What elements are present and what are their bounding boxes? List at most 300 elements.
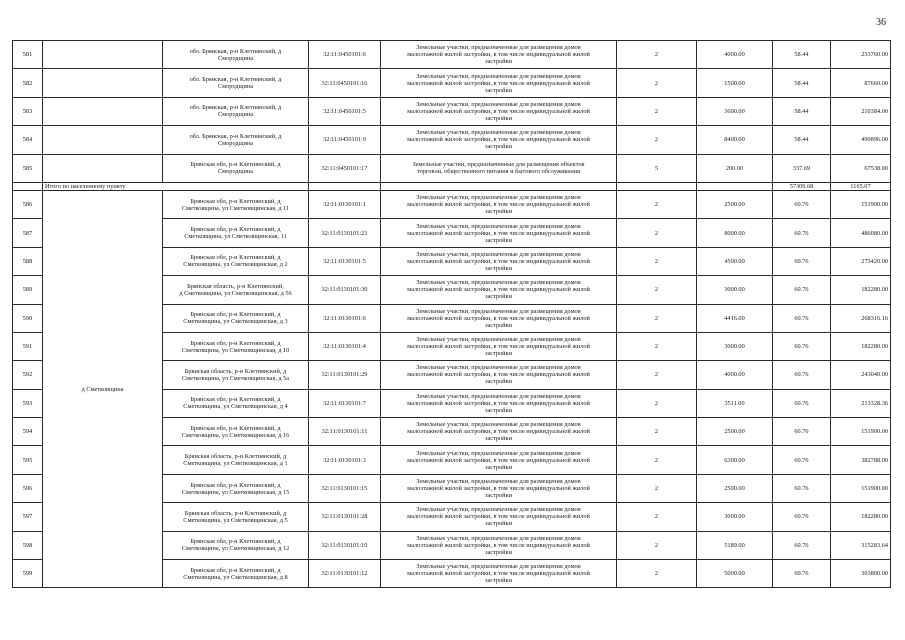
specific-value bbox=[773, 503, 831, 531]
specific-value-text: 60.76 bbox=[794, 286, 809, 294]
land-use-description bbox=[381, 304, 617, 332]
cadastral-value-text: 490896.00 bbox=[861, 136, 888, 144]
land-use-description-text: застройки bbox=[484, 463, 512, 471]
cadastral-number bbox=[309, 154, 381, 182]
group-number bbox=[617, 219, 697, 247]
cadastral-value-table bbox=[12, 40, 891, 588]
address bbox=[163, 361, 309, 389]
cadastral-number-text: 32:11:0450101:17 bbox=[321, 164, 368, 172]
cadastral-number bbox=[309, 332, 381, 360]
cadastral-number bbox=[309, 69, 381, 97]
specific-value-text: 60.76 bbox=[794, 428, 809, 436]
specific-value-text: 337.69 bbox=[792, 164, 811, 172]
cadastral-number bbox=[309, 126, 381, 154]
cadastral-value bbox=[831, 97, 891, 125]
area-text: 1500.00 bbox=[724, 79, 745, 87]
locality-cell bbox=[43, 154, 163, 182]
row-number-text: 584 bbox=[22, 136, 33, 144]
land-use-description-text: Земельные участки, предназначенные для размещения домов bbox=[416, 449, 581, 457]
cadastral-value bbox=[831, 418, 891, 446]
address bbox=[163, 97, 309, 125]
group-number-text: 2 bbox=[654, 79, 659, 87]
specific-value bbox=[773, 69, 831, 97]
specific-value-text: 60.76 bbox=[794, 541, 809, 549]
cadastral-value bbox=[831, 304, 891, 332]
row-number-text: 591 bbox=[22, 343, 33, 351]
land-use-description-text: застройки bbox=[484, 143, 512, 151]
land-use-description-text: Земельные участки, предназначенные для размещения домов bbox=[416, 100, 581, 108]
land-use-description-text: Земельные участки, предназначенные для размещения объектов bbox=[412, 161, 585, 169]
group-number bbox=[617, 446, 697, 474]
area bbox=[697, 97, 773, 125]
cadastral-value-text: 213328.36 bbox=[861, 399, 888, 407]
cadastral-number bbox=[309, 361, 381, 389]
area-text: 5189.00 bbox=[724, 541, 745, 549]
group-number bbox=[617, 474, 697, 502]
group-number bbox=[617, 361, 697, 389]
area bbox=[697, 389, 773, 417]
land-use-description bbox=[381, 247, 617, 275]
address bbox=[163, 446, 309, 474]
cadastral-value-text: 303800.00 bbox=[861, 570, 888, 578]
address-text: Смородщина bbox=[217, 168, 254, 176]
cadastral-number bbox=[309, 247, 381, 275]
specific-value bbox=[773, 531, 831, 559]
land-use-description bbox=[381, 560, 617, 588]
group-number-text: 2 bbox=[654, 456, 659, 464]
address-text: Сметковщина, ул Сметковщинская, д 11 bbox=[181, 204, 290, 212]
cadastral-value bbox=[831, 126, 891, 154]
group-number bbox=[617, 276, 697, 304]
land-use-description-text: торговли, общественного питания и бытового обслуживания bbox=[417, 168, 580, 176]
cadastral-value bbox=[831, 560, 891, 588]
land-use-description bbox=[381, 41, 617, 69]
group-number-text: 2 bbox=[654, 371, 659, 379]
cadastral-number-text: 32:11:0130101:10 bbox=[321, 541, 368, 549]
total-empty bbox=[13, 182, 43, 190]
specific-value bbox=[773, 154, 831, 182]
cadastral-number-text: 32:11:0130101:6 bbox=[323, 314, 366, 322]
area-text: 200.00 bbox=[725, 164, 744, 172]
group-number-text: 2 bbox=[654, 541, 659, 549]
cadastral-value bbox=[831, 389, 891, 417]
land-use-description bbox=[381, 503, 617, 531]
area-text: 4000.00 bbox=[724, 371, 745, 379]
row-number bbox=[13, 503, 43, 531]
cadastral-number bbox=[309, 304, 381, 332]
group-number-text: 5 bbox=[654, 164, 659, 172]
address-text: Смородщина bbox=[217, 54, 254, 62]
total-empty bbox=[697, 182, 773, 190]
table-body bbox=[13, 41, 891, 588]
land-use-description bbox=[381, 276, 617, 304]
address-text: Сметковщина, ул Сметковщинская, д 5 bbox=[183, 516, 288, 524]
row-number-text: 594 bbox=[22, 428, 33, 436]
specific-value bbox=[773, 276, 831, 304]
land-use-description bbox=[381, 389, 617, 417]
cadastral-number bbox=[309, 531, 381, 559]
address bbox=[163, 474, 309, 502]
cadastral-value-text: 182280.00 bbox=[861, 286, 888, 294]
row-number bbox=[13, 154, 43, 182]
total-area bbox=[773, 182, 831, 190]
land-use-description-text: малоэтажной жилой застройки, в том числе индивидуальной жилой bbox=[407, 51, 590, 59]
specific-value bbox=[773, 219, 831, 247]
area-text: 3511.00 bbox=[724, 399, 745, 407]
address-text: Брянская обл, р-н Клетнянский, д bbox=[190, 161, 281, 169]
cadastral-value-text: 273420.00 bbox=[861, 257, 888, 265]
cadastral-value-text: 151900.00 bbox=[861, 201, 888, 209]
address-text: Брянская обл, р-н Клетнянский, д bbox=[190, 311, 281, 319]
land-use-description-text: Земельные участки, предназначенные для размещения домов bbox=[416, 250, 581, 258]
row-number-text: 590 bbox=[22, 314, 33, 322]
area-text: 2500.00 bbox=[724, 485, 745, 493]
address-text: Сметковщина, ул Сметковщинская, д 5а bbox=[181, 374, 290, 382]
specific-value-text: 58.44 bbox=[794, 51, 809, 59]
group-number-text: 2 bbox=[654, 51, 659, 59]
row-number bbox=[13, 361, 43, 389]
area-text: 2500.00 bbox=[724, 428, 745, 436]
address bbox=[163, 41, 309, 69]
total-specific-value bbox=[831, 182, 891, 190]
group-number bbox=[617, 304, 697, 332]
cadastral-value-text: 315283.64 bbox=[861, 541, 888, 549]
locality-cell bbox=[43, 69, 163, 97]
cadastral-number bbox=[309, 41, 381, 69]
area bbox=[697, 304, 773, 332]
land-use-description-text: Земельные участки, предназначенные для размещения домов bbox=[416, 279, 581, 287]
address bbox=[163, 503, 309, 531]
address bbox=[163, 332, 309, 360]
address-text: обл. Брянская, р-н Клетнянский, д bbox=[189, 132, 282, 140]
cadastral-number-text: 32:11:0130101:23 bbox=[321, 229, 368, 237]
address-text: Сметковщина, ул Сметковщинская, д 3 bbox=[183, 318, 288, 326]
area-text: 8000.00 bbox=[724, 229, 745, 237]
specific-value-text: 60.76 bbox=[794, 513, 809, 521]
land-use-description bbox=[381, 531, 617, 559]
row-number-text: 593 bbox=[22, 399, 33, 407]
area bbox=[697, 361, 773, 389]
locality-cell bbox=[43, 97, 163, 125]
area bbox=[697, 418, 773, 446]
cadastral-value-text: 151900.00 bbox=[861, 428, 888, 436]
address-text: Брянская обл, р-н Клетнянский, д bbox=[190, 254, 281, 262]
area bbox=[697, 219, 773, 247]
address-text: Сметковщина, ул Сметковщинская, д 15 bbox=[181, 488, 290, 496]
area bbox=[697, 276, 773, 304]
address-text: Брянская обл, р-н Клетнянский, д bbox=[190, 396, 281, 404]
land-use-description-text: Земельные участки, предназначенные для размещения домов bbox=[416, 478, 581, 486]
address-text: Брянская область, р-н Клетнянский, д bbox=[184, 367, 287, 375]
specific-value bbox=[773, 389, 831, 417]
group-number bbox=[617, 126, 697, 154]
land-use-description-text: малоэтажной жилой застройки, в том числе индивидуальной жилой bbox=[407, 371, 590, 379]
land-use-description-text: Земельные участки, предназначенные для размещения домов bbox=[416, 506, 581, 514]
cadastral-value-text: 210384.00 bbox=[861, 107, 888, 115]
cadastral-value-text: 67538.00 bbox=[864, 164, 888, 172]
address-text: Брянская обл, р-н Клетнянский, д bbox=[190, 226, 281, 234]
row-number bbox=[13, 190, 43, 218]
cadastral-number-text: 32:11:0450101:5 bbox=[323, 107, 366, 115]
row-number-text: 592 bbox=[22, 371, 33, 379]
land-use-description-text: застройки bbox=[484, 293, 512, 301]
land-use-description bbox=[381, 418, 617, 446]
specific-value-text: 58.44 bbox=[794, 136, 809, 144]
group-number bbox=[617, 69, 697, 97]
land-use-description-text: малоэтажной жилой застройки, в том числе индивидуальной жилой bbox=[407, 456, 590, 464]
specific-value bbox=[773, 361, 831, 389]
address bbox=[163, 560, 309, 588]
address-text: Сметковщина, ул Сметковщинская, д 10 bbox=[181, 346, 290, 354]
land-use-description-text: застройки bbox=[484, 492, 512, 500]
locality-name-text: д Сметковщина bbox=[81, 385, 124, 393]
specific-value-text: 60.76 bbox=[794, 485, 809, 493]
land-use-description bbox=[381, 190, 617, 218]
land-use-description-text: Земельные участки, предназначенные для размещения домов bbox=[416, 563, 581, 571]
address-text: обл. Брянская, р-н Клетнянский, д bbox=[189, 47, 282, 55]
specific-value-text: 60.76 bbox=[794, 570, 809, 578]
cadastral-value bbox=[831, 219, 891, 247]
area bbox=[697, 531, 773, 559]
land-use-description-text: малоэтажной жилой застройки, в том числе индивидуальной жилой bbox=[407, 79, 590, 87]
group-number bbox=[617, 41, 697, 69]
group-number bbox=[617, 503, 697, 531]
area bbox=[697, 247, 773, 275]
cadastral-value-text: 243040.00 bbox=[861, 371, 888, 379]
address-text: Брянская обл, р-н Клетнянский, д bbox=[190, 566, 281, 574]
row-number-text: 589 bbox=[22, 286, 33, 294]
land-use-description-text: Земельные участки, предназначенные для размещения домов bbox=[416, 44, 581, 52]
specific-value-text: 60.76 bbox=[794, 456, 809, 464]
address-text: Брянская обл, р-н Клетнянский, д bbox=[190, 424, 281, 432]
cadastral-value-text: 182280.00 bbox=[861, 513, 888, 521]
address-text: Брянская область, р-н Клетнянский, д bbox=[184, 509, 287, 517]
land-use-description-text: малоэтажной жилой застройки, в том числе индивидуальной жилой bbox=[407, 428, 590, 436]
cadastral-number-text: 32:11:0130101:30 bbox=[321, 286, 368, 294]
area-text: 8400.00 bbox=[724, 136, 745, 144]
group-number-text: 2 bbox=[654, 286, 659, 294]
group-number bbox=[617, 560, 697, 588]
specific-value-text: 60.76 bbox=[794, 371, 809, 379]
area-text: 4000.00 bbox=[724, 51, 745, 59]
land-use-description bbox=[381, 219, 617, 247]
table-row bbox=[13, 41, 891, 69]
row-number bbox=[13, 446, 43, 474]
row-number-text: 598 bbox=[22, 541, 33, 549]
group-number-text: 2 bbox=[654, 257, 659, 265]
specific-value-text: 60.76 bbox=[794, 399, 809, 407]
cadastral-value-text: 382788.00 bbox=[861, 456, 888, 464]
row-number-text: 587 bbox=[22, 229, 33, 237]
cadastral-number bbox=[309, 560, 381, 588]
address-text: Брянская обл, р-н Клетнянский, д bbox=[190, 339, 281, 347]
specific-value-text: 60.76 bbox=[794, 314, 809, 322]
land-use-description-text: малоэтажной жилой застройки, в том числе индивидуальной жилой bbox=[407, 257, 590, 265]
specific-value-text: 60.76 bbox=[794, 343, 809, 351]
group-number bbox=[617, 190, 697, 218]
cadastral-value bbox=[831, 276, 891, 304]
cadastral-value-text: 486080.00 bbox=[861, 229, 888, 237]
cadastral-value bbox=[831, 247, 891, 275]
land-use-description-text: застройки bbox=[484, 208, 512, 216]
cadastral-number-text: 32:11:0130101:29 bbox=[321, 371, 368, 379]
address-text: Сметковщина, ул Сметковщинская, д 8 bbox=[183, 573, 288, 581]
address bbox=[163, 389, 309, 417]
land-use-description-text: Земельные участки, предназначенные для размещения домов bbox=[416, 534, 581, 542]
specific-value bbox=[773, 446, 831, 474]
specific-value bbox=[773, 97, 831, 125]
specific-value bbox=[773, 418, 831, 446]
land-use-description-text: Земельные участки, предназначенные для размещения домов bbox=[416, 129, 581, 137]
land-use-description-text: малоэтажной жилой застройки, в том числе индивидуальной жилой bbox=[407, 136, 590, 144]
address bbox=[163, 531, 309, 559]
address-text: Сметковщина, ул Сметковщинская, д 4 bbox=[183, 403, 288, 411]
table-row bbox=[13, 154, 891, 182]
land-use-description-text: Земельные участки, предназначенные для размещения домов bbox=[416, 392, 581, 400]
land-use-description-text: малоэтажной жилой застройки, в том числе индивидуальной жилой bbox=[407, 286, 590, 294]
locality-name bbox=[43, 190, 163, 587]
cadastral-number-text: 32:11:0130101:28 bbox=[321, 513, 368, 521]
total-empty bbox=[309, 182, 381, 190]
cadastral-value bbox=[831, 41, 891, 69]
cadastral-value bbox=[831, 446, 891, 474]
area bbox=[697, 126, 773, 154]
land-use-description-text: малоэтажной жилой застройки, в том числе индивидуальной жилой bbox=[407, 399, 590, 407]
cadastral-number-text: 32:11:0130101:12 bbox=[321, 570, 368, 578]
row-number bbox=[13, 276, 43, 304]
row-number bbox=[13, 41, 43, 69]
land-use-description-text: малоэтажной жилой застройки, в том числе индивидуальной жилой bbox=[407, 485, 590, 493]
cadastral-number-text: 32:11:0450101:6 bbox=[323, 51, 366, 59]
specific-value bbox=[773, 126, 831, 154]
land-use-description bbox=[381, 361, 617, 389]
address-text: Брянская область, р-н Клетнянский, bbox=[187, 282, 284, 290]
cadastral-number-text: 32:11:0130101:7 bbox=[323, 399, 366, 407]
address-text: Брянская обл, р-н Клетнянский, д bbox=[190, 538, 281, 546]
row-number-text: 581 bbox=[22, 51, 33, 59]
row-number bbox=[13, 126, 43, 154]
specific-value-text: 58.44 bbox=[794, 79, 809, 87]
total-label bbox=[43, 182, 309, 190]
cadastral-value-text: 87660.00 bbox=[864, 79, 888, 87]
land-use-description-text: малоэтажной жилой застройки, в том числе индивидуальной жилой bbox=[407, 201, 590, 209]
address bbox=[163, 126, 309, 154]
group-number-text: 2 bbox=[654, 399, 659, 407]
specific-value-text: 60.76 bbox=[794, 201, 809, 209]
cadastral-number-text: 32:11:0450101:16 bbox=[321, 79, 368, 87]
table-row bbox=[13, 126, 891, 154]
group-number-text: 2 bbox=[654, 428, 659, 436]
area bbox=[697, 190, 773, 218]
row-number bbox=[13, 560, 43, 588]
total-specific-value-text: 1165.07 bbox=[850, 182, 871, 190]
land-use-description-text: застройки bbox=[484, 114, 512, 122]
group-number-text: 2 bbox=[654, 136, 659, 144]
land-use-description-text: застройки bbox=[484, 321, 512, 329]
land-use-description-text: малоэтажной жилой застройки, в том числе индивидуальной жилой bbox=[407, 107, 590, 115]
group-number-text: 2 bbox=[654, 513, 659, 521]
land-use-description-text: застройки bbox=[484, 406, 512, 414]
specific-value bbox=[773, 304, 831, 332]
row-number-text: 599 bbox=[22, 570, 33, 578]
group-number bbox=[617, 97, 697, 125]
row-number bbox=[13, 219, 43, 247]
cadastral-number bbox=[309, 190, 381, 218]
page-number: 36 bbox=[876, 17, 886, 28]
cadastral-value-text: 182280.00 bbox=[861, 343, 888, 351]
cadastral-number bbox=[309, 219, 381, 247]
group-number-text: 2 bbox=[654, 570, 659, 578]
land-use-description-text: застройки bbox=[484, 264, 512, 272]
table-row bbox=[13, 190, 891, 218]
land-use-description bbox=[381, 97, 617, 125]
row-number bbox=[13, 304, 43, 332]
row-number bbox=[13, 97, 43, 125]
land-use-description-text: застройки bbox=[484, 435, 512, 443]
address-text: обл. Брянская, р-н Клетнянский, д bbox=[189, 76, 282, 84]
cadastral-value-text: 268316.16 bbox=[861, 314, 888, 322]
address-text: Брянская обл, р-н Клетнянский, д bbox=[190, 197, 281, 205]
address-text: Смородщина bbox=[217, 139, 254, 147]
address-text: Смородщина bbox=[217, 111, 254, 119]
specific-value bbox=[773, 247, 831, 275]
cadastral-value bbox=[831, 154, 891, 182]
area bbox=[697, 503, 773, 531]
cadastral-value bbox=[831, 190, 891, 218]
land-use-description bbox=[381, 332, 617, 360]
cadastral-value bbox=[831, 361, 891, 389]
cadastral-number-text: 32:11:0450101:9 bbox=[323, 136, 366, 144]
land-use-description-text: застройки bbox=[484, 58, 512, 66]
land-use-description bbox=[381, 154, 617, 182]
cadastral-number-text: 32:11:0130101:3 bbox=[323, 456, 366, 464]
cadastral-value bbox=[831, 69, 891, 97]
address-text: Сметковщина, ул Сметковщинская, д 2 bbox=[183, 261, 288, 269]
cadastral-value bbox=[831, 332, 891, 360]
land-use-description bbox=[381, 446, 617, 474]
specific-value bbox=[773, 474, 831, 502]
area-text: 3000.00 bbox=[724, 286, 745, 294]
cadastral-number bbox=[309, 389, 381, 417]
address-text: Сметковщина, ул Сметковщинская, д 1 bbox=[183, 460, 288, 468]
area-text: 3000.00 bbox=[724, 513, 745, 521]
group-number bbox=[617, 332, 697, 360]
row-number bbox=[13, 389, 43, 417]
cadastral-number bbox=[309, 276, 381, 304]
address bbox=[163, 154, 309, 182]
address bbox=[163, 190, 309, 218]
area bbox=[697, 69, 773, 97]
address-text: Брянская обл, р-н Клетнянский, д bbox=[190, 481, 281, 489]
cadastral-value bbox=[831, 531, 891, 559]
land-use-description-text: Земельные участки, предназначенные для размещения домов bbox=[416, 72, 581, 80]
table-row bbox=[13, 69, 891, 97]
table-row bbox=[13, 97, 891, 125]
row-number bbox=[13, 531, 43, 559]
cadastral-value-text: 233760.00 bbox=[861, 51, 888, 59]
land-use-description-text: застройки bbox=[484, 378, 512, 386]
land-use-description-text: Земельные участки, предназначенные для размещения домов bbox=[416, 307, 581, 315]
cadastral-value bbox=[831, 474, 891, 502]
cadastral-number-text: 32:11:0130101:5 bbox=[323, 257, 366, 265]
address bbox=[163, 418, 309, 446]
row-number bbox=[13, 247, 43, 275]
land-use-description-text: малоэтажной жилой застройки, в том числе индивидуальной жилой bbox=[407, 513, 590, 521]
area bbox=[697, 560, 773, 588]
land-use-description-text: Земельные участки, предназначенные для размещения домов bbox=[416, 222, 581, 230]
land-use-description-text: Земельные участки, предназначенные для размещения домов bbox=[416, 194, 581, 202]
cadastral-number bbox=[309, 474, 381, 502]
